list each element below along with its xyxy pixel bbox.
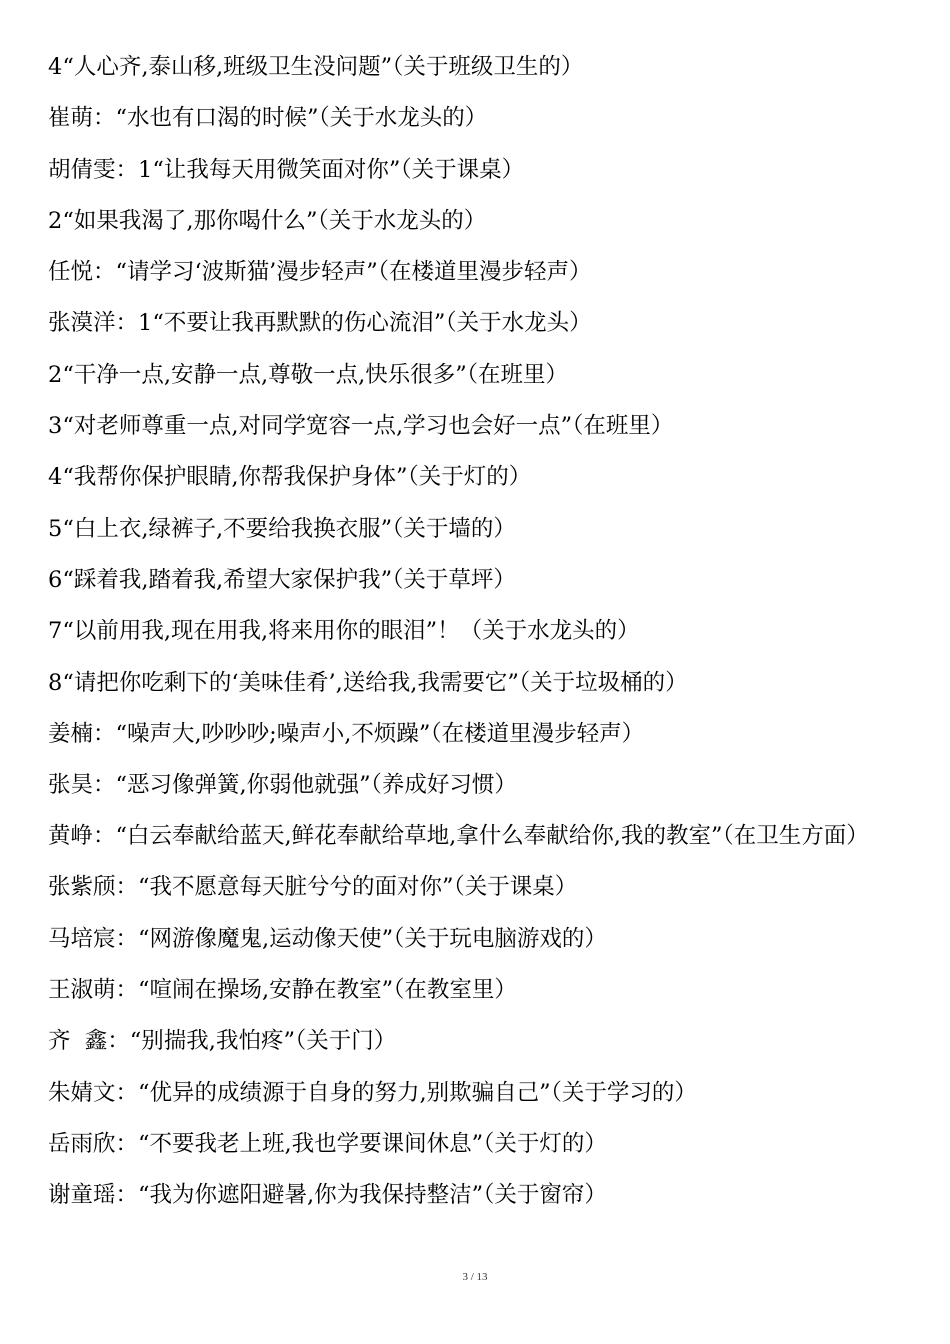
text-line: 齐 鑫：“别揣我,我怕疼”（关于门） [48,1028,397,1055]
text-line: 谢童瑶：“我为你遮阳避暑,你为我保持整洁”（关于窗帘） [48,1182,607,1209]
text-line: 2“如果我渴了,那你喝什么”（关于水龙头的） [48,207,487,234]
text-line: 2“干净一点,安静一点,尊敬一点,快乐很多”（在班里） [48,361,569,388]
text-line: 张紫颀：“我不愿意每天脏兮兮的面对你”（关于课桌） [48,874,578,901]
page-number: 3 / 13 [462,1271,488,1283]
text-line: 崔萌：“水也有口渴的时候”（关于水龙头的） [48,105,488,132]
text-line: 岳雨欣：“不要我老上班,我也学要课间休息”（关于灯的） [48,1130,607,1157]
text-line: 胡倩雯：1“让我每天用微笑面对你”（关于课桌） [48,156,525,183]
text-line: 姜楠：“噪声大,吵吵吵;噪声小,不烦躁”（在楼道里漫步轻声） [48,720,645,747]
text-line: 4“人心齐,泰山移,班级卫生没问题”（关于班级卫生的） [48,54,584,80]
text-line: 朱婧文：“优异的成绩源于自身的努力,别欺骗自己”（关于学习的） [48,1079,697,1106]
text-line: 马培宸：“网游像魔鬼,运动像天使”（关于玩电脑游戏的） [48,925,607,952]
text-line: 任悦：“请学习‘波斯猫’漫步轻声”（在楼道里漫步轻声） [48,259,592,286]
text-line: 张漠洋：1“不要让我再默默的伤心流泪”（关于水龙头） [48,310,592,337]
text-line: 6“踩着我,踏着我,希望大家保护我”（关于草坪） [48,566,516,593]
text-line: 5“白上衣,绿裤子,不要给我换衣服”（关于墙的） [48,515,516,542]
text-line: 7“以前用我,现在用我,将来用你的眼泪”！（关于水龙头的） [48,618,640,645]
text-line: 王淑萌：“喧闹在操场,安静在教室”（在教室里） [48,977,517,1004]
text-line: 张昊：“恶习像弹簧,你弱他就强”（养成好习惯） [48,772,517,799]
text-line: 3“对老师尊重一点,对同学宽容一点,学习也会好一点”（在班里） [48,413,674,440]
text-line: 8“请把你吃剩下的‘美味佳肴’,送给我,我需要它”（关于垃圾桶的） [48,669,688,696]
text-line: 4“我帮你保护眼睛,你帮我保护身体”（关于灯的） [48,464,532,491]
text-line: 黄峥：“白云奉献给蓝天,鲜花奉献给草地,拿什么奉献给你,我的教室”（在卫生方面） [48,823,869,850]
document-body [48,52,898,1232]
